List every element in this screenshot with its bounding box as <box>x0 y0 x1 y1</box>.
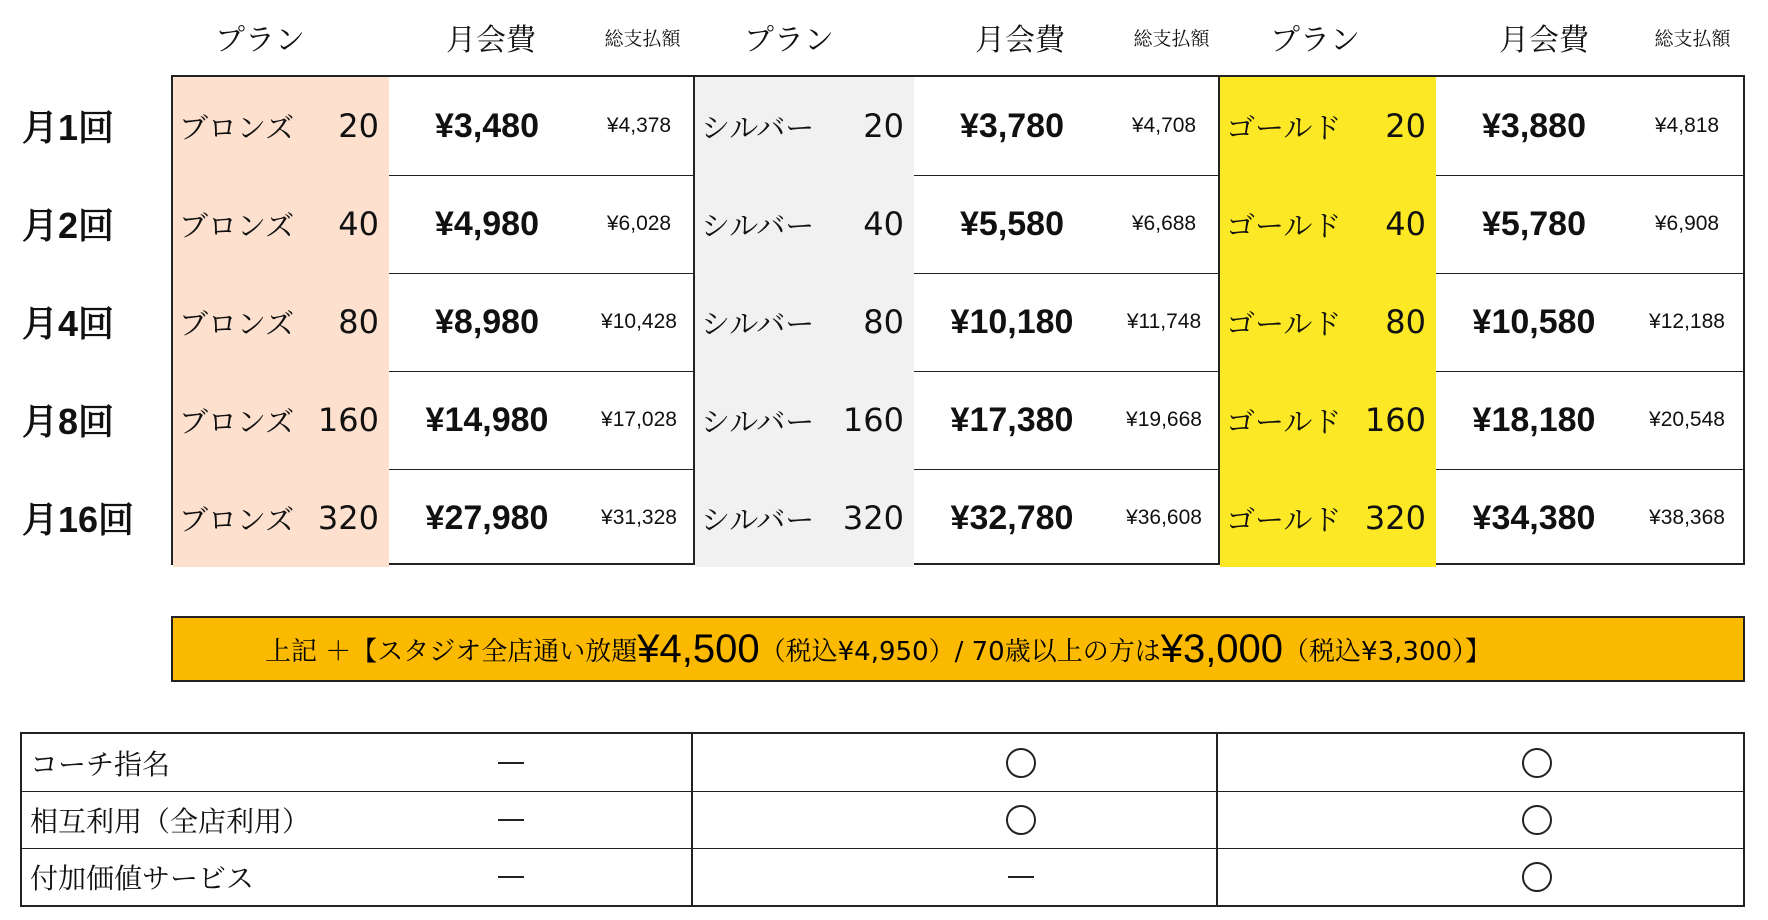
plan-count: 20 <box>338 107 379 145</box>
monthly-fee: ¥4,980 <box>435 204 539 243</box>
total-header-gold: 総支払額 <box>1654 27 1731 50</box>
monthly-fee: ¥17,380 <box>950 400 1074 439</box>
monthly-fee: ¥3,480 <box>435 106 539 145</box>
monthly-fee: ¥10,580 <box>1472 302 1596 341</box>
total-payment: ¥31,328 <box>601 506 677 529</box>
monthly-fee: ¥34,380 <box>1472 498 1596 537</box>
plan-header-gold: プラン <box>1270 23 1360 58</box>
row-label: 月8回 <box>22 400 115 442</box>
plan-count: 40 <box>338 205 379 243</box>
dash-icon <box>1008 876 1034 878</box>
plan-count: 320 <box>317 499 379 537</box>
plan-count: 160 <box>1364 401 1426 439</box>
plan-cell-gold <box>1220 371 1436 469</box>
plan-name: ブロンズ <box>179 306 295 341</box>
column-divider <box>1216 734 1218 905</box>
unlimited-studio-banner <box>171 616 1745 682</box>
column-divider <box>1218 77 1220 563</box>
monthly-fee: ¥3,880 <box>1482 106 1586 145</box>
feature-label: 付加価値サービス <box>30 861 255 895</box>
plan-header-bronze: プラン <box>215 23 305 58</box>
feature-label: コーチ指名 <box>30 747 171 781</box>
monthly-fee: ¥3,780 <box>960 106 1064 145</box>
plan-name: シルバー <box>701 110 815 145</box>
total-payment: ¥10,428 <box>601 310 677 333</box>
total-payment: ¥19,668 <box>1126 408 1202 431</box>
row-label: 月16回 <box>22 498 135 540</box>
plan-count: 40 <box>863 205 904 243</box>
plan-count: 320 <box>1364 499 1426 537</box>
plan-name: シルバー <box>701 306 815 341</box>
monthly-fee: ¥18,180 <box>1472 400 1596 439</box>
row-label: 月4回 <box>22 302 115 344</box>
circle-icon <box>1006 805 1036 835</box>
monthly-fee: ¥27,980 <box>425 498 549 537</box>
plan-name: ブロンズ <box>179 502 295 537</box>
row-label: 月2回 <box>22 204 115 246</box>
plan-count: 80 <box>1385 303 1426 341</box>
silver-mark <box>981 848 1061 905</box>
plan-name: ゴールド <box>1226 404 1342 439</box>
plan-name: シルバー <box>701 502 815 537</box>
pricing-table <box>171 75 1745 565</box>
monthly-fee: ¥14,980 <box>425 400 549 439</box>
table-row <box>173 371 1743 470</box>
plan-cell-gold <box>1220 77 1436 175</box>
dash-icon <box>498 876 524 878</box>
table-row <box>173 175 1743 274</box>
total-payment: ¥6,688 <box>1131 212 1197 235</box>
plan-cell-gold <box>1220 469 1436 567</box>
plan-cell-silver <box>695 273 914 371</box>
banner-senior-price: ¥3,000 <box>1160 626 1284 671</box>
total-payment: ¥4,378 <box>606 114 672 137</box>
plan-cell-gold <box>1220 273 1436 371</box>
circle-icon <box>1522 805 1552 835</box>
plan-count: 20 <box>863 107 904 145</box>
total-payment: ¥17,028 <box>601 408 677 431</box>
circle-icon <box>1006 748 1036 778</box>
total-payment: ¥20,548 <box>1649 408 1725 431</box>
total-payment: ¥4,818 <box>1654 114 1720 137</box>
column-divider <box>691 734 693 905</box>
plan-name: シルバー <box>701 208 815 243</box>
bronze-mark <box>471 734 551 791</box>
plan-count: 80 <box>338 303 379 341</box>
banner-prefix: 上記 ＋【スタジオ全店通い放題 <box>265 636 638 667</box>
table-row <box>173 77 1743 176</box>
gold-mark <box>1497 848 1577 905</box>
banner-tax-note: （税込¥4,950）/ 70歳以上の方は <box>759 636 1161 667</box>
plan-cell-bronze <box>173 371 389 469</box>
circle-icon <box>1522 748 1552 778</box>
silver-mark <box>981 791 1061 848</box>
circle-icon <box>1522 862 1552 892</box>
monthly-fee: ¥5,780 <box>1482 204 1586 243</box>
plan-cell-gold <box>1220 175 1436 273</box>
plan-name: ブロンズ <box>179 208 295 243</box>
total-payment: ¥38,368 <box>1649 506 1725 529</box>
monthly-fee: ¥8,980 <box>435 302 539 341</box>
plan-cell-bronze <box>173 273 389 371</box>
plan-cell-silver <box>695 371 914 469</box>
plan-count: 80 <box>863 303 904 341</box>
plan-header-silver: プラン <box>744 23 834 58</box>
feature-row <box>22 734 1743 792</box>
plan-count: 320 <box>842 499 904 537</box>
fee-header-bronze: 月会費 <box>446 23 536 58</box>
dash-icon <box>498 819 524 821</box>
fee-header-gold: 月会費 <box>1499 23 1589 58</box>
total-payment: ¥4,708 <box>1131 114 1197 137</box>
plan-cell-bronze <box>173 175 389 273</box>
plan-name: ゴールド <box>1226 208 1342 243</box>
plan-count: 40 <box>1385 205 1426 243</box>
monthly-fee: ¥10,180 <box>950 302 1074 341</box>
total-payment: ¥6,908 <box>1654 212 1720 235</box>
banner-price: ¥4,500 <box>637 626 760 671</box>
total-payment: ¥11,748 <box>1126 310 1202 333</box>
plan-name: ブロンズ <box>179 110 295 145</box>
fee-header-silver: 月会費 <box>975 23 1065 58</box>
feature-row <box>22 848 1743 905</box>
total-payment: ¥12,188 <box>1649 310 1725 333</box>
plan-count: 20 <box>1385 107 1426 145</box>
gold-mark <box>1497 734 1577 791</box>
total-header-bronze: 総支払額 <box>604 27 681 50</box>
plan-cell-silver <box>695 469 914 567</box>
total-payment: ¥36,608 <box>1126 506 1202 529</box>
bronze-mark <box>471 791 551 848</box>
plan-cell-bronze <box>173 77 389 175</box>
plan-name: シルバー <box>701 404 815 439</box>
feature-label: 相互利用（全店利用） <box>30 804 311 838</box>
total-payment: ¥6,028 <box>606 212 672 235</box>
monthly-fee: ¥5,580 <box>960 204 1064 243</box>
banner-senior-tax-note: （税込¥3,300）】 <box>1283 636 1492 667</box>
column-divider <box>693 77 695 563</box>
dash-icon <box>498 762 524 764</box>
plan-count: 160 <box>317 401 379 439</box>
monthly-fee: ¥32,780 <box>950 498 1074 537</box>
plan-cell-silver <box>695 77 914 175</box>
row-label: 月1回 <box>22 106 115 148</box>
table-row <box>173 273 1743 372</box>
plan-name: ゴールド <box>1226 502 1342 537</box>
plan-name: ゴールド <box>1226 306 1342 341</box>
plan-name: ゴールド <box>1226 110 1342 145</box>
bronze-mark <box>471 848 551 905</box>
plan-count: 160 <box>842 401 904 439</box>
feature-row <box>22 791 1743 849</box>
plan-name: ブロンズ <box>179 404 295 439</box>
plan-cell-silver <box>695 175 914 273</box>
gold-mark <box>1497 791 1577 848</box>
feature-table <box>20 732 1745 907</box>
total-header-silver: 総支払額 <box>1133 27 1210 50</box>
plan-cell-bronze <box>173 469 389 567</box>
silver-mark <box>981 734 1061 791</box>
table-row <box>173 469 1743 567</box>
